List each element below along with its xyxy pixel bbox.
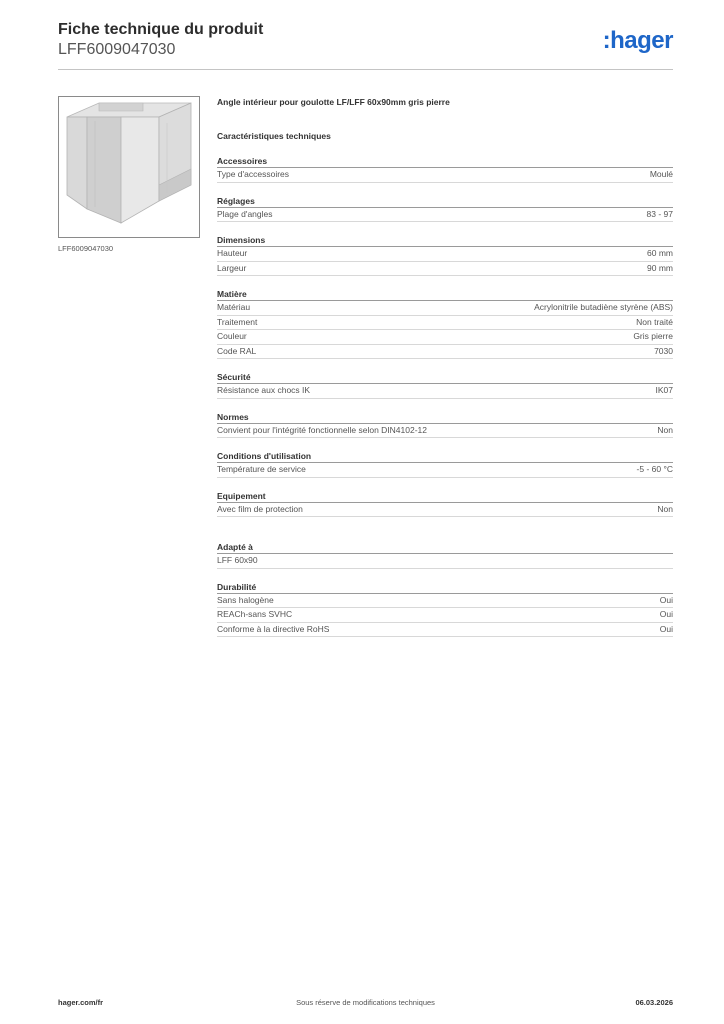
spec-label: Largeur bbox=[217, 262, 247, 273]
footer-notice: Sous réserve de modifications techniques bbox=[296, 998, 435, 1007]
spec-row bbox=[217, 316, 673, 331]
spec-label: Convient pour l'intégrité fonctionnelle selon DIN4102-12 bbox=[217, 424, 428, 435]
group-title: Accessoires bbox=[217, 155, 673, 168]
spec-group-adapte bbox=[217, 541, 673, 569]
section-title: Caractéristiques techniques bbox=[217, 131, 331, 141]
spec-label: Conforme à la directive RoHS bbox=[217, 623, 330, 634]
spec-group-conditions bbox=[217, 450, 673, 478]
spec-row bbox=[217, 503, 673, 518]
spec-label: Matériau bbox=[217, 302, 251, 312]
hager-logo[interactable]: :hager bbox=[602, 27, 673, 54]
page-header bbox=[58, 20, 673, 70]
spec-row bbox=[217, 168, 673, 183]
spec-label: Sans halogène bbox=[217, 594, 274, 605]
spec-value: Oui bbox=[659, 623, 673, 634]
image-caption: LFF6009047030 bbox=[58, 244, 114, 253]
spec-group-securite bbox=[217, 371, 673, 399]
spec-label: LFF 60x90 bbox=[217, 555, 258, 565]
product-name: Angle intérieur pour goulotte LF/LFF 60x90mm gris pierre bbox=[217, 97, 450, 107]
spec-group-dimensions bbox=[217, 234, 673, 276]
spec-value: Non bbox=[657, 424, 673, 435]
spec-value: Acrylonitrile butadiène styrène (ABS) bbox=[534, 302, 673, 312]
spec-label: Plage d'angles bbox=[217, 208, 273, 219]
spec-label: REACh-sans SVHC bbox=[217, 609, 293, 619]
spec-value: Moulé bbox=[649, 169, 673, 179]
product-image bbox=[58, 96, 200, 238]
spec-row bbox=[217, 594, 673, 609]
footer-date: 06.03.2026 bbox=[635, 998, 673, 1007]
spec-label: Température de service bbox=[217, 464, 306, 474]
group-title: Réglages bbox=[217, 195, 673, 208]
spec-row bbox=[217, 608, 673, 623]
spec-group-equipement bbox=[217, 490, 673, 518]
group-title: Adapté à bbox=[217, 541, 673, 554]
spec-value: Oui bbox=[659, 609, 673, 619]
spec-label: Traitement bbox=[217, 316, 258, 327]
spec-group-matiere bbox=[217, 288, 673, 359]
spec-value: Oui bbox=[659, 594, 673, 605]
spec-group-durabilite bbox=[217, 581, 673, 638]
spec-row bbox=[217, 424, 673, 439]
header-divider bbox=[58, 69, 673, 70]
group-title: Sécurité bbox=[217, 371, 673, 384]
spec-row bbox=[217, 262, 673, 277]
spec-value: 83 - 97 bbox=[646, 208, 673, 219]
spec-label: Couleur bbox=[217, 331, 247, 341]
group-title: Normes bbox=[217, 411, 673, 424]
spec-value: IK07 bbox=[655, 385, 673, 395]
spec-value: Non bbox=[657, 503, 673, 514]
group-title: Dimensions bbox=[217, 234, 673, 247]
group-title: Durabilité bbox=[217, 581, 673, 594]
spec-label: Résistance aux chocs IK bbox=[217, 385, 311, 395]
spec-row bbox=[217, 623, 673, 638]
group-title: Matière bbox=[217, 288, 673, 301]
spec-group-reglages bbox=[217, 195, 673, 223]
group-title: Equipement bbox=[217, 490, 673, 503]
spec-value: -5 - 60 °C bbox=[636, 464, 673, 474]
spec-row bbox=[217, 345, 673, 360]
spec-value: Non traité bbox=[636, 316, 673, 327]
group-title: Conditions d'utilisation bbox=[217, 450, 673, 463]
spec-row bbox=[217, 554, 673, 569]
spec-row bbox=[217, 247, 673, 262]
spec-group-accessoires bbox=[217, 155, 673, 183]
spec-label: Avec film de protection bbox=[217, 503, 303, 514]
spec-row bbox=[217, 463, 673, 478]
spec-value: 7030 bbox=[654, 345, 673, 356]
spec-label: Type d'accessoires bbox=[217, 169, 290, 179]
spec-label: Code RAL bbox=[217, 345, 257, 356]
spec-group-normes bbox=[217, 411, 673, 439]
spec-row bbox=[217, 301, 673, 316]
spec-value: 90 mm bbox=[647, 262, 673, 273]
spec-label: Hauteur bbox=[217, 248, 248, 258]
spec-row bbox=[217, 384, 673, 399]
spec-row bbox=[217, 330, 673, 345]
spec-value: Gris pierre bbox=[633, 331, 673, 341]
footer-website-link[interactable]: hager.com/fr bbox=[58, 998, 104, 1007]
spec-value: 60 mm bbox=[647, 248, 673, 258]
product-reference: LFF6009047030 bbox=[58, 41, 176, 58]
spec-content bbox=[217, 96, 673, 637]
page-title: Fiche technique du produit bbox=[58, 21, 264, 38]
spec-row bbox=[217, 208, 673, 223]
